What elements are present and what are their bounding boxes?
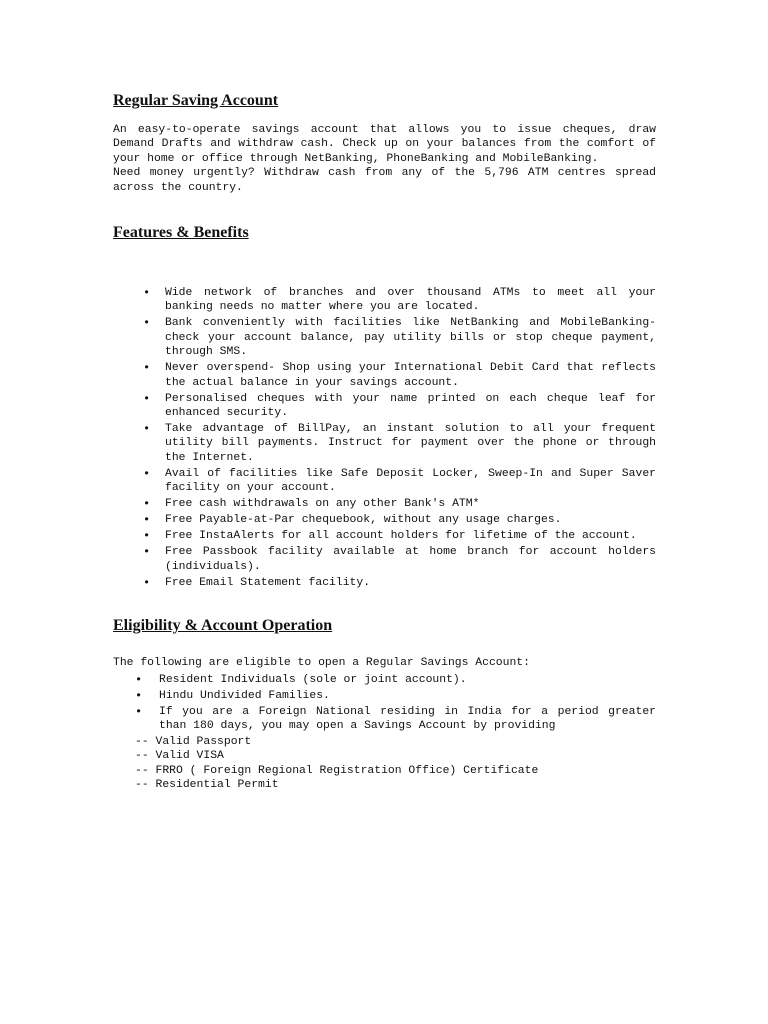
bullet-icon: • <box>143 286 151 301</box>
list-item <box>113 422 656 465</box>
bullet-icon: • <box>135 672 143 687</box>
document-item: -- FRRO ( Foreign Regional Registration Office) Certificate <box>135 764 539 777</box>
list-item-text: Free Email Statement facility. <box>165 576 371 589</box>
list-item <box>113 705 656 734</box>
list-item-text: Free Passbook facility available at home branch for account holders (individuals). <box>165 546 656 573</box>
intro-text <box>113 123 656 195</box>
document-item: -- Residential Permit <box>135 779 279 792</box>
section-title-eligibility: Eligibility & Account Operation <box>113 617 333 635</box>
eligibility-list <box>113 673 656 734</box>
bullet-icon: • <box>143 466 151 481</box>
list-item <box>113 392 656 421</box>
list-item-text: Free Payable-at-Par chequebook, without any usage charges. <box>165 514 562 527</box>
eligibility-intro: The following are eligible to open a Regular Savings Account: <box>113 657 530 670</box>
list-item-text: Free cash withdrawals on any other Bank's ATM* <box>165 498 480 511</box>
bullet-icon: • <box>135 704 143 719</box>
required-documents <box>113 735 656 793</box>
intro-paragraph: Need money urgently? Withdraw cash from any of the 5,796 ATM centres spread across the country. <box>113 167 656 194</box>
bullet-icon: • <box>143 422 151 437</box>
list-item-text: Personalised cheques with your name printed on each cheque leaf for enhanced security. <box>165 392 656 420</box>
list-item-text: Never overspend- Shop using your International Debit Card that reflects the actual balance in your savings account. <box>165 362 656 389</box>
list-item-text: Hindu Undivided Families. <box>159 689 330 702</box>
bullet-icon: • <box>143 513 151 528</box>
list-item-text: Take advantage of BillPay, an instant solution to all your frequent utility bill payments. Instruct for payment over the phone or through the Internet. <box>165 423 656 464</box>
features-list <box>113 286 656 590</box>
bullet-icon: • <box>143 575 151 590</box>
bullet-icon: • <box>143 497 151 512</box>
bullet-icon: • <box>143 316 151 331</box>
list-item <box>113 497 656 511</box>
list-item <box>113 286 656 315</box>
section-title-features-benefits: Features & Benefits <box>113 224 249 242</box>
document-item: -- Valid Passport <box>135 735 252 748</box>
section-title-regular-saving-account: Regular Saving Account <box>113 92 279 109</box>
list-item <box>113 467 656 496</box>
list-item-text: Free InstaAlerts for all account holders for lifetime of the account. <box>165 530 637 543</box>
list-item-text: Resident Individuals (sole or joint account). <box>159 673 467 686</box>
list-item <box>113 316 656 359</box>
bullet-icon: • <box>143 529 151 544</box>
document-item: -- Valid VISA <box>135 750 224 763</box>
list-item-text: Bank conveniently with facilities like NetBanking and MobileBanking- check your account balance, pay utility bills or stop cheque payment, through SMS. <box>165 317 656 359</box>
list-item <box>113 545 656 574</box>
bullet-icon: • <box>143 361 151 376</box>
list-item <box>113 529 656 543</box>
list-item <box>113 513 656 527</box>
document-page <box>113 90 656 793</box>
bullet-icon: • <box>143 545 151 560</box>
list-item-text: If you are a Foreign National residing in India for a period greater than 180 days, you may open a Savings Account by providing <box>159 705 656 732</box>
intro-paragraph: An easy-to-operate savings account that allows you to issue cheques, draw Demand Drafts and withdraw cash. Check up on your balances from the comfort of your home or office through NetBanking, PhoneBanking and MobileBanking. <box>113 124 656 165</box>
list-item <box>113 576 656 590</box>
list-item <box>113 689 656 703</box>
list-item-text: Avail of facilities like Safe Deposit Locker, Sweep-In and Super Saver facility on your account. <box>165 467 656 495</box>
list-item <box>113 361 656 390</box>
bullet-icon: • <box>135 688 143 703</box>
list-item <box>113 673 656 687</box>
list-item-text: Wide network of branches and over thousand ATMs to meet all your banking needs no matter where you are located. <box>165 287 656 314</box>
bullet-icon: • <box>143 391 151 406</box>
